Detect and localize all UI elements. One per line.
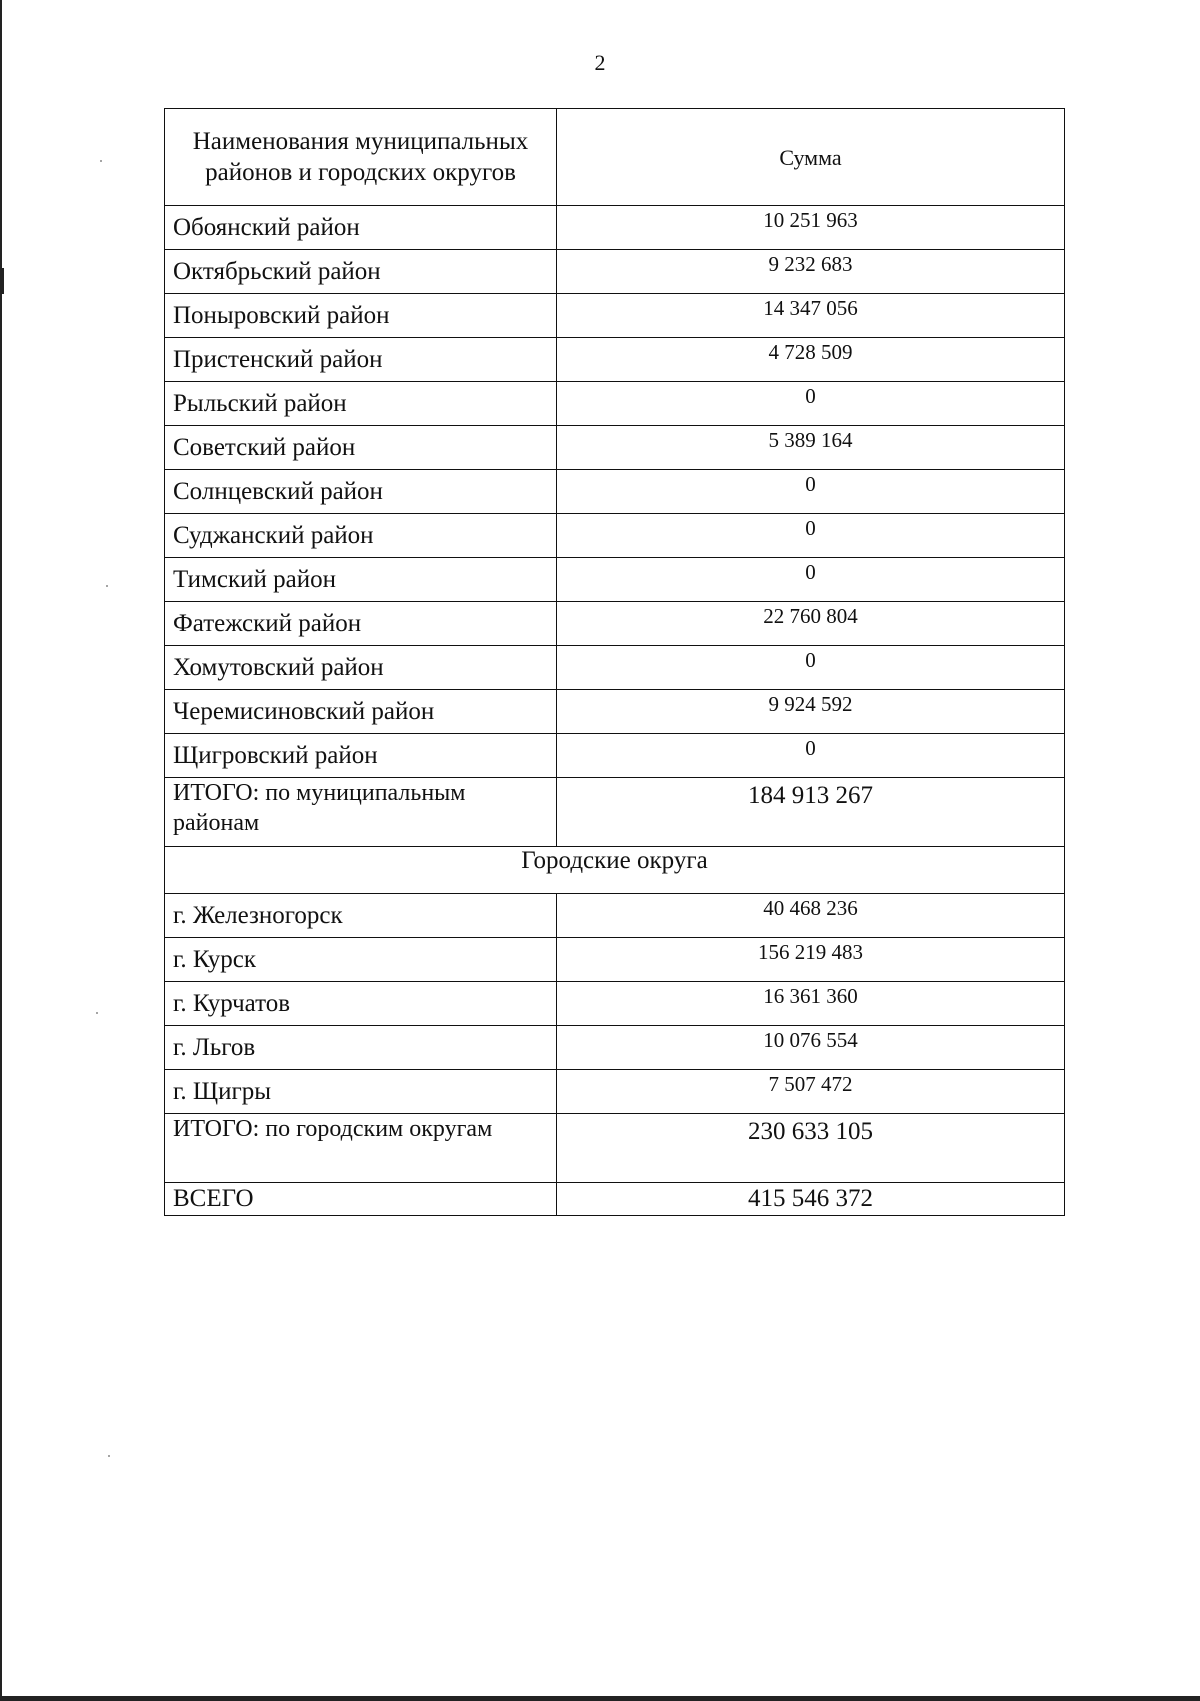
district-name: Пристенский район <box>165 338 557 382</box>
districts-total-label: ИТОГО: по муниципальным районам <box>165 778 557 847</box>
grand-total-label: ВСЕГО <box>165 1183 557 1216</box>
table-row <box>165 382 1065 426</box>
table-header-row <box>165 109 1065 206</box>
districts-total-row <box>165 778 1065 847</box>
district-sum: 0 <box>557 734 1065 778</box>
city-sum: 16 361 360 <box>557 982 1065 1026</box>
table-row <box>165 1026 1065 1070</box>
cities-total-label: ИТОГО: по городским округам <box>165 1114 557 1183</box>
cities-total-row <box>165 1114 1065 1183</box>
table-row <box>165 294 1065 338</box>
district-sum: 0 <box>557 558 1065 602</box>
district-name: Щигровский район <box>165 734 557 778</box>
district-sum: 0 <box>557 470 1065 514</box>
page-number: 2 <box>594 50 606 75</box>
table-row <box>165 514 1065 558</box>
district-sum: 22 760 804 <box>557 602 1065 646</box>
city-name: г. Курчатов <box>165 982 557 1026</box>
table-row <box>165 734 1065 778</box>
allocation-table <box>164 108 1065 1216</box>
district-sum: 4 728 509 <box>557 338 1065 382</box>
district-name: Тимский район <box>165 558 557 602</box>
header-sum-column: Сумма <box>557 109 1065 206</box>
table-row <box>165 558 1065 602</box>
district-sum: 10 251 963 <box>557 206 1065 250</box>
district-name: Октябрьский район <box>165 250 557 294</box>
city-name: г. Льгов <box>165 1026 557 1070</box>
city-name: г. Железногорск <box>165 894 557 938</box>
table-row <box>165 938 1065 982</box>
table-row <box>165 646 1065 690</box>
district-name: Черемисиновский район <box>165 690 557 734</box>
table-row <box>165 206 1065 250</box>
table-row <box>165 470 1065 514</box>
districts-total-sum: 184 913 267 <box>557 778 1065 847</box>
district-sum: 14 347 056 <box>557 294 1065 338</box>
district-name: Обоянский район <box>165 206 557 250</box>
city-sum: 7 507 472 <box>557 1070 1065 1114</box>
district-sum: 9 232 683 <box>557 250 1065 294</box>
table-row <box>165 1070 1065 1114</box>
table-row <box>165 982 1065 1026</box>
header-name-column: Наименования муниципальных районов и городских округов <box>165 109 557 206</box>
grand-total-row <box>165 1183 1065 1216</box>
city-sum: 10 076 554 <box>557 1026 1065 1070</box>
district-name: Рыльский район <box>165 382 557 426</box>
district-name: Поныровский район <box>165 294 557 338</box>
district-name: Фатежский район <box>165 602 557 646</box>
grand-total-sum: 415 546 372 <box>557 1183 1065 1216</box>
city-sum: 40 468 236 <box>557 894 1065 938</box>
scan-speck <box>100 160 102 162</box>
table-row <box>165 894 1065 938</box>
table-row <box>165 338 1065 382</box>
district-sum: 0 <box>557 646 1065 690</box>
city-name: г. Щигры <box>165 1070 557 1114</box>
table-row <box>165 602 1065 646</box>
scan-speck <box>108 1455 110 1457</box>
district-sum: 9 924 592 <box>557 690 1065 734</box>
scan-left-edge <box>0 0 2 1701</box>
district-name: Солнцевский район <box>165 470 557 514</box>
district-sum: 5 389 164 <box>557 426 1065 470</box>
scan-speck <box>106 585 108 587</box>
district-name: Советский район <box>165 426 557 470</box>
city-section-row <box>165 847 1065 894</box>
district-sum: 0 <box>557 382 1065 426</box>
district-name: Суджанский район <box>165 514 557 558</box>
table-row <box>165 250 1065 294</box>
district-name: Хомутовский район <box>165 646 557 690</box>
table-row <box>165 690 1065 734</box>
scan-edge-mark <box>0 268 4 294</box>
city-name: г. Курск <box>165 938 557 982</box>
table-row <box>165 426 1065 470</box>
city-sum: 156 219 483 <box>557 938 1065 982</box>
district-sum: 0 <box>557 514 1065 558</box>
scan-bottom-edge <box>0 1696 1200 1701</box>
city-section-title: Городские округа <box>165 847 1065 894</box>
scan-speck <box>96 1012 98 1014</box>
cities-total-sum: 230 633 105 <box>557 1114 1065 1183</box>
